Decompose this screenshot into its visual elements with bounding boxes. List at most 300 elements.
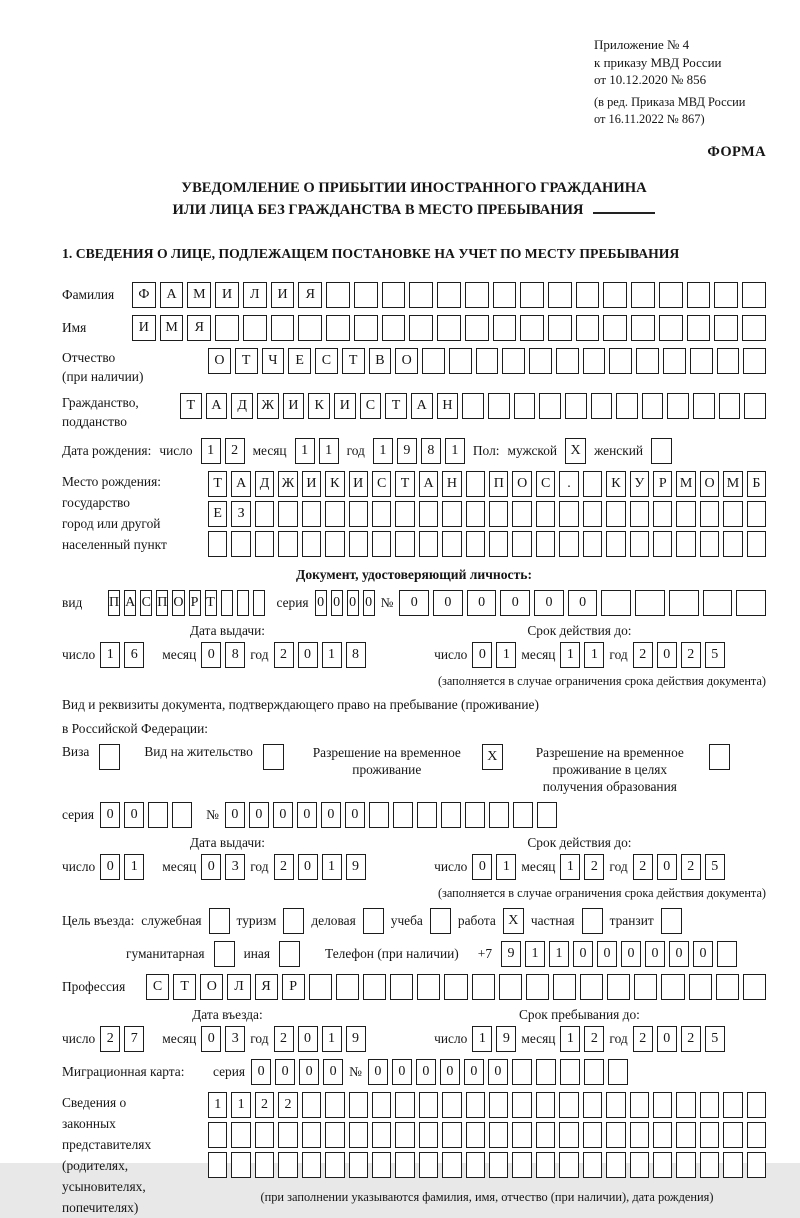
char-box[interactable]: 1 [319,438,339,464]
char-box[interactable] [372,1122,391,1148]
char-box[interactable]: Л [243,282,267,308]
char-box[interactable] [442,1152,461,1178]
char-box[interactable]: . [559,471,578,497]
char-box[interactable]: 0 [472,642,492,668]
char-box[interactable] [583,1122,602,1148]
char-box[interactable] [442,501,461,527]
char-box[interactable] [591,393,613,419]
visa-checkbox[interactable] [99,744,120,770]
char-box[interactable] [747,1122,766,1148]
char-box[interactable] [325,1122,344,1148]
char-box[interactable]: П [489,471,508,497]
char-box[interactable] [603,282,627,308]
char-box[interactable] [556,348,579,374]
char-box[interactable] [559,501,578,527]
char-box[interactable]: 1 [560,854,580,880]
char-box[interactable]: Ф [132,282,156,308]
char-box[interactable] [278,501,297,527]
char-box[interactable] [512,1059,532,1085]
char-box[interactable] [606,1152,625,1178]
char-box[interactable] [565,393,587,419]
char-box[interactable]: 2 [584,854,604,880]
char-box[interactable] [354,315,378,341]
char-box[interactable] [499,974,522,1000]
char-box[interactable] [514,393,536,419]
char-box[interactable]: О [395,348,418,374]
char-box[interactable] [631,315,655,341]
char-box[interactable] [489,1152,508,1178]
char-box[interactable]: Я [298,282,322,308]
char-box[interactable]: 1 [549,941,569,967]
char-box[interactable] [576,315,600,341]
char-box[interactable]: 0 [534,590,564,616]
char-box[interactable] [607,974,630,1000]
char-box[interactable]: 2 [584,1026,604,1052]
char-box[interactable]: 1 [373,438,393,464]
char-box[interactable]: З [231,501,250,527]
char-box[interactable] [369,802,389,828]
char-box[interactable] [580,974,603,1000]
char-box[interactable] [325,1152,344,1178]
char-box[interactable]: М [187,282,211,308]
char-box[interactable]: 0 [621,941,641,967]
char-box[interactable]: 2 [681,854,701,880]
char-box[interactable] [559,1092,578,1118]
char-box[interactable] [744,393,766,419]
char-box[interactable] [215,315,239,341]
char-box[interactable]: О [172,590,184,616]
char-box[interactable] [437,282,461,308]
char-box[interactable] [442,1092,461,1118]
char-box[interactable] [630,1122,649,1148]
char-box[interactable] [559,1122,578,1148]
char-box[interactable]: 0 [298,854,318,880]
char-box[interactable]: М [723,471,742,497]
char-box[interactable]: Н [437,393,459,419]
char-box[interactable] [630,1092,649,1118]
char-box[interactable]: Я [187,315,211,341]
char-box[interactable] [536,1092,555,1118]
char-box[interactable]: А [160,282,184,308]
char-box[interactable]: С [372,471,391,497]
char-box[interactable]: И [334,393,356,419]
char-box[interactable]: П [108,590,120,616]
char-box[interactable] [255,1122,274,1148]
char-box[interactable] [442,531,461,557]
char-box[interactable] [354,282,378,308]
char-box[interactable] [536,1122,555,1148]
male-checkbox[interactable]: X [565,438,586,464]
char-box[interactable]: 1 [525,941,545,967]
char-box[interactable]: Т [235,348,258,374]
char-box[interactable]: 1 [208,1092,227,1118]
residence-permit-checkbox[interactable] [263,744,284,770]
char-box[interactable] [449,348,472,374]
temp-permit-checkbox[interactable]: X [482,744,503,770]
char-box[interactable]: В [369,348,392,374]
char-box[interactable]: 8 [421,438,441,464]
char-box[interactable] [630,1152,649,1178]
char-box[interactable] [208,531,227,557]
char-box[interactable] [653,1092,672,1118]
char-box[interactable] [743,348,766,374]
char-box[interactable] [372,531,391,557]
char-box[interactable] [417,974,440,1000]
char-box[interactable] [255,1152,274,1178]
char-box[interactable]: К [325,471,344,497]
char-box[interactable]: Ж [257,393,279,419]
char-box[interactable] [723,531,742,557]
char-box[interactable] [382,282,406,308]
char-box[interactable] [253,590,265,616]
char-box[interactable]: Ч [262,348,285,374]
char-box[interactable]: 1 [496,642,516,668]
char-box[interactable]: А [206,393,228,419]
char-box[interactable]: 1 [322,854,342,880]
char-box[interactable]: 6 [124,642,144,668]
char-box[interactable] [714,315,738,341]
char-box[interactable]: 0 [201,1026,221,1052]
char-box[interactable] [584,1059,604,1085]
char-box[interactable] [208,1152,227,1178]
char-box[interactable] [349,501,368,527]
char-box[interactable]: Т [385,393,407,419]
char-box[interactable] [536,531,555,557]
char-box[interactable] [513,802,533,828]
char-box[interactable]: 1 [124,854,144,880]
char-box[interactable] [325,531,344,557]
char-box[interactable] [723,1152,742,1178]
char-box[interactable]: 5 [705,1026,725,1052]
char-box[interactable] [659,315,683,341]
char-box[interactable] [723,501,742,527]
char-box[interactable]: Т [395,471,414,497]
char-box[interactable] [237,590,249,616]
char-box[interactable] [603,315,627,341]
char-box[interactable] [661,974,684,1000]
char-box[interactable] [512,531,531,557]
char-box[interactable] [419,1092,438,1118]
char-box[interactable] [663,348,686,374]
char-box[interactable] [372,1092,391,1118]
char-box[interactable] [409,282,433,308]
char-box[interactable] [630,501,649,527]
char-box[interactable]: 0 [645,941,665,967]
char-box[interactable]: 0 [467,590,497,616]
char-box[interactable] [512,1152,531,1178]
char-box[interactable] [636,348,659,374]
char-box[interactable] [606,501,625,527]
char-box[interactable] [653,1122,672,1148]
char-box[interactable] [553,974,576,1000]
char-box[interactable] [444,974,467,1000]
temp-permit-edu-checkbox[interactable] [709,744,730,770]
char-box[interactable]: Т [208,471,227,497]
char-box[interactable] [559,1152,578,1178]
char-box[interactable] [717,348,740,374]
char-box[interactable]: 0 [124,802,144,828]
char-box[interactable]: 0 [315,590,327,616]
char-box[interactable] [630,531,649,557]
char-box[interactable]: 1 [322,642,342,668]
char-box[interactable]: 1 [560,1026,580,1052]
char-box[interactable] [747,501,766,527]
char-box[interactable]: 0 [363,590,375,616]
char-box[interactable]: И [215,282,239,308]
char-box[interactable] [395,1122,414,1148]
char-box[interactable] [635,590,665,616]
char-box[interactable] [417,802,437,828]
char-box[interactable] [676,1122,695,1148]
char-box[interactable]: 2 [681,642,701,668]
char-box[interactable] [700,1122,719,1148]
char-box[interactable]: 1 [295,438,315,464]
char-box[interactable] [466,501,485,527]
char-box[interactable] [642,393,664,419]
char-box[interactable]: 0 [669,941,689,967]
char-box[interactable] [489,1122,508,1148]
char-box[interactable] [560,1059,580,1085]
char-box[interactable]: 0 [392,1059,412,1085]
char-box[interactable]: 1 [231,1092,250,1118]
char-box[interactable]: 0 [597,941,617,967]
char-box[interactable] [302,531,321,557]
char-box[interactable] [653,1152,672,1178]
char-box[interactable] [512,501,531,527]
char-box[interactable]: 0 [568,590,598,616]
char-box[interactable]: 0 [225,802,245,828]
char-box[interactable]: 1 [322,1026,342,1052]
char-box[interactable] [700,1092,719,1118]
char-box[interactable] [326,282,350,308]
char-box[interactable]: 0 [693,941,713,967]
char-box[interactable]: 1 [445,438,465,464]
char-box[interactable] [349,1122,368,1148]
char-box[interactable]: 0 [201,642,221,668]
char-box[interactable] [466,1152,485,1178]
char-box[interactable]: Д [255,471,274,497]
char-box[interactable] [742,315,766,341]
char-box[interactable] [243,315,267,341]
char-box[interactable]: 0 [331,590,343,616]
char-box[interactable] [576,282,600,308]
char-box[interactable] [489,1092,508,1118]
char-box[interactable] [747,1092,766,1118]
char-box[interactable]: 0 [275,1059,295,1085]
char-box[interactable] [693,393,715,419]
char-box[interactable]: 0 [298,642,318,668]
char-box[interactable]: 1 [560,642,580,668]
char-box[interactable] [271,315,295,341]
char-box[interactable]: 9 [496,1026,516,1052]
char-box[interactable] [703,590,733,616]
char-box[interactable] [512,1092,531,1118]
char-box[interactable]: 0 [273,802,293,828]
char-box[interactable] [631,282,655,308]
char-box[interactable]: Я [255,974,278,1000]
char-box[interactable]: 0 [488,1059,508,1085]
char-box[interactable]: 1 [496,854,516,880]
char-box[interactable]: 0 [433,590,463,616]
char-box[interactable]: 9 [397,438,417,464]
char-box[interactable]: 0 [573,941,593,967]
char-box[interactable] [667,393,689,419]
char-box[interactable] [302,1152,321,1178]
char-box[interactable] [255,531,274,557]
char-box[interactable]: 7 [124,1026,144,1052]
char-box[interactable]: И [283,393,305,419]
char-box[interactable]: П [156,590,168,616]
char-box[interactable]: Д [231,393,253,419]
char-box[interactable]: 2 [274,642,294,668]
char-box[interactable] [687,315,711,341]
char-box[interactable] [687,282,711,308]
char-box[interactable]: С [146,974,169,1000]
char-box[interactable] [520,315,544,341]
char-box[interactable] [601,590,631,616]
char-box[interactable]: Р [282,974,305,1000]
char-box[interactable] [676,531,695,557]
char-box[interactable] [548,315,572,341]
purpose-work-checkbox[interactable]: X [503,908,524,934]
char-box[interactable]: 2 [274,1026,294,1052]
char-box[interactable] [465,802,485,828]
char-box[interactable]: 0 [657,1026,677,1052]
char-box[interactable]: 0 [201,854,221,880]
char-box[interactable]: 0 [297,802,317,828]
char-box[interactable]: Е [288,348,311,374]
char-box[interactable]: 0 [345,802,365,828]
char-box[interactable] [231,531,250,557]
purpose-transit-checkbox[interactable] [661,908,682,934]
char-box[interactable] [723,1092,742,1118]
char-box[interactable] [526,974,549,1000]
char-box[interactable] [529,348,552,374]
char-box[interactable]: 8 [225,642,245,668]
char-box[interactable] [336,974,359,1000]
female-checkbox[interactable] [651,438,672,464]
char-box[interactable] [717,941,737,967]
char-box[interactable] [606,1092,625,1118]
char-box[interactable] [747,531,766,557]
char-box[interactable] [221,590,233,616]
char-box[interactable] [616,393,638,419]
purpose-official-checkbox[interactable] [209,908,230,934]
char-box[interactable]: 0 [100,802,120,828]
char-box[interactable] [634,974,657,1000]
char-box[interactable]: 0 [416,1059,436,1085]
char-box[interactable] [583,1092,602,1118]
char-box[interactable] [395,1092,414,1118]
char-box[interactable] [255,501,274,527]
char-box[interactable] [409,315,433,341]
char-box[interactable] [476,348,499,374]
char-box[interactable] [372,501,391,527]
char-box[interactable] [309,974,332,1000]
purpose-study-checkbox[interactable] [430,908,451,934]
char-box[interactable] [536,1059,556,1085]
char-box[interactable]: И [132,315,156,341]
purpose-humanitarian-checkbox[interactable] [214,941,235,967]
char-box[interactable] [419,501,438,527]
char-box[interactable] [559,531,578,557]
char-box[interactable]: 2 [255,1092,274,1118]
char-box[interactable] [437,315,461,341]
char-box[interactable] [493,282,517,308]
char-box[interactable] [700,501,719,527]
char-box[interactable]: 0 [321,802,341,828]
char-box[interactable]: 3 [225,1026,245,1052]
char-box[interactable]: 0 [500,590,530,616]
char-box[interactable]: Р [189,590,201,616]
char-box[interactable]: 3 [225,854,245,880]
char-box[interactable] [548,282,572,308]
char-box[interactable] [278,531,297,557]
purpose-private-checkbox[interactable] [582,908,603,934]
char-box[interactable] [676,501,695,527]
char-box[interactable]: Ж [278,471,297,497]
char-box[interactable] [419,531,438,557]
char-box[interactable]: 1 [584,642,604,668]
char-box[interactable]: А [411,393,433,419]
char-box[interactable]: 9 [346,854,366,880]
char-box[interactable] [466,1122,485,1148]
char-box[interactable]: 0 [299,1059,319,1085]
char-box[interactable]: 2 [225,438,245,464]
char-box[interactable] [302,1092,321,1118]
char-box[interactable]: 2 [633,854,653,880]
char-box[interactable] [536,1152,555,1178]
char-box[interactable] [676,1092,695,1118]
char-box[interactable]: 0 [323,1059,343,1085]
char-box[interactable] [676,1152,695,1178]
char-box[interactable]: У [630,471,649,497]
char-box[interactable]: 1 [472,1026,492,1052]
char-box[interactable] [537,802,557,828]
char-box[interactable] [326,315,350,341]
char-box[interactable] [719,393,741,419]
char-box[interactable] [606,531,625,557]
purpose-business-checkbox[interactable] [363,908,384,934]
char-box[interactable] [148,802,168,828]
char-box[interactable] [488,393,510,419]
char-box[interactable]: 5 [705,854,725,880]
char-box[interactable] [723,1122,742,1148]
char-box[interactable]: 1 [100,642,120,668]
char-box[interactable] [606,1122,625,1148]
char-box[interactable]: Т [342,348,365,374]
char-box[interactable]: И [349,471,368,497]
char-box[interactable] [583,471,602,497]
char-box[interactable]: О [512,471,531,497]
char-box[interactable] [608,1059,628,1085]
char-box[interactable] [382,315,406,341]
char-box[interactable]: К [308,393,330,419]
char-box[interactable] [539,393,561,419]
char-box[interactable] [172,802,192,828]
char-box[interactable]: 0 [440,1059,460,1085]
char-box[interactable]: 0 [249,802,269,828]
char-box[interactable] [653,501,672,527]
char-box[interactable]: 0 [464,1059,484,1085]
char-box[interactable] [465,315,489,341]
char-box[interactable]: С [536,471,555,497]
char-box[interactable] [419,1122,438,1148]
char-box[interactable]: К [606,471,625,497]
char-box[interactable]: А [124,590,136,616]
char-box[interactable] [462,393,484,419]
char-box[interactable]: О [208,348,231,374]
